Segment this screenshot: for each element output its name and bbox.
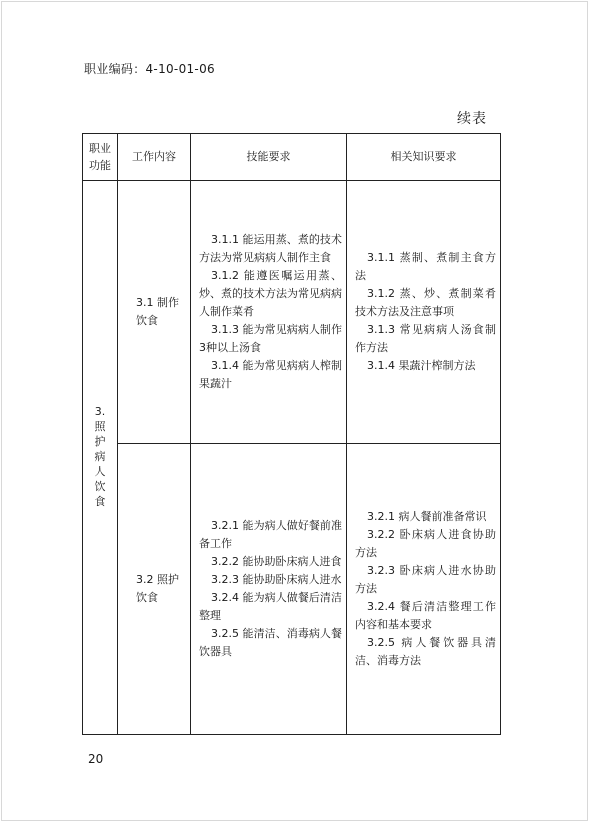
skill-item: 3.2.2 能协助卧床病人进食 [211,555,342,568]
knowledge-item: 3.2.3 卧床病人进水协助方法 [355,564,496,595]
occupation-code: 职业编码：4-10-01-06 [84,62,215,76]
knowledge-item: 3.2.5 病人餐饮器具清洁、消毒方法 [355,636,496,667]
skill-item: 3.2.3 能协助卧床病人进水 [211,573,342,586]
table-header-row [83,134,501,181]
header-knowledge: 相关知识要求 [347,134,501,181]
knowledge-item: 3.2.1 病人餐前准备常识 [367,510,487,523]
header-content: 工作内容 [118,134,191,181]
knowledge-cell [347,181,501,444]
continued-label: 续表 [457,111,487,127]
header-skills: 技能要求 [191,134,347,181]
knowledge-item: 3.2.2 卧床病人进食协助方法 [355,528,496,559]
skill-item: 3.2.4 能为病人做餐后清洁整理 [199,591,342,622]
knowledge-item: 3.1.1 蒸制、煮制主食方法 [355,251,496,282]
knowledge-item: 3.1.2 蒸、炒、煮制菜肴技术方法及注意事项 [355,287,496,318]
skill-item: 3.1.3 能为常见病病人制作3种以上汤食 [199,323,342,354]
knowledge-item: 3.1.4 果蔬汁榨制方法 [367,359,476,372]
skill-item: 3.1.1 能运用蒸、煮的技术方法为常见病病人制作主食 [199,233,342,264]
knowledge-item: 3.1.3 常见病病人汤食制作方法 [355,323,496,354]
knowledge-cell [347,444,501,735]
page-number: 20 [88,752,104,766]
table-row [83,444,501,735]
knowledge-item: 3.2.4 餐后清洁整理工作内容和基本要求 [355,600,496,631]
function-label: 3.照护病人饮食 [94,405,106,508]
skills-table [82,133,501,735]
function-cell [83,181,118,735]
table-row [83,181,501,444]
header-function: 职业功能 [83,134,118,181]
skill-item: 3.1.4 能为常见病病人榨制果蔬汁 [199,359,342,390]
content-label: 3.1 制作饮食 [136,296,179,327]
content-cell [118,444,191,735]
content-label: 3.2 照护饮食 [136,573,179,604]
skill-item: 3.2.1 能为病人做好餐前准备工作 [199,519,342,550]
skill-item: 3.2.5 能清洁、消毒病人餐饮器具 [199,627,342,658]
skills-cell [191,444,347,735]
skill-item: 3.1.2 能遵医嘱运用蒸、炒、煮的技术方法为常见病病人制作菜肴 [199,269,342,318]
skills-cell [191,181,347,444]
content-cell [118,181,191,444]
